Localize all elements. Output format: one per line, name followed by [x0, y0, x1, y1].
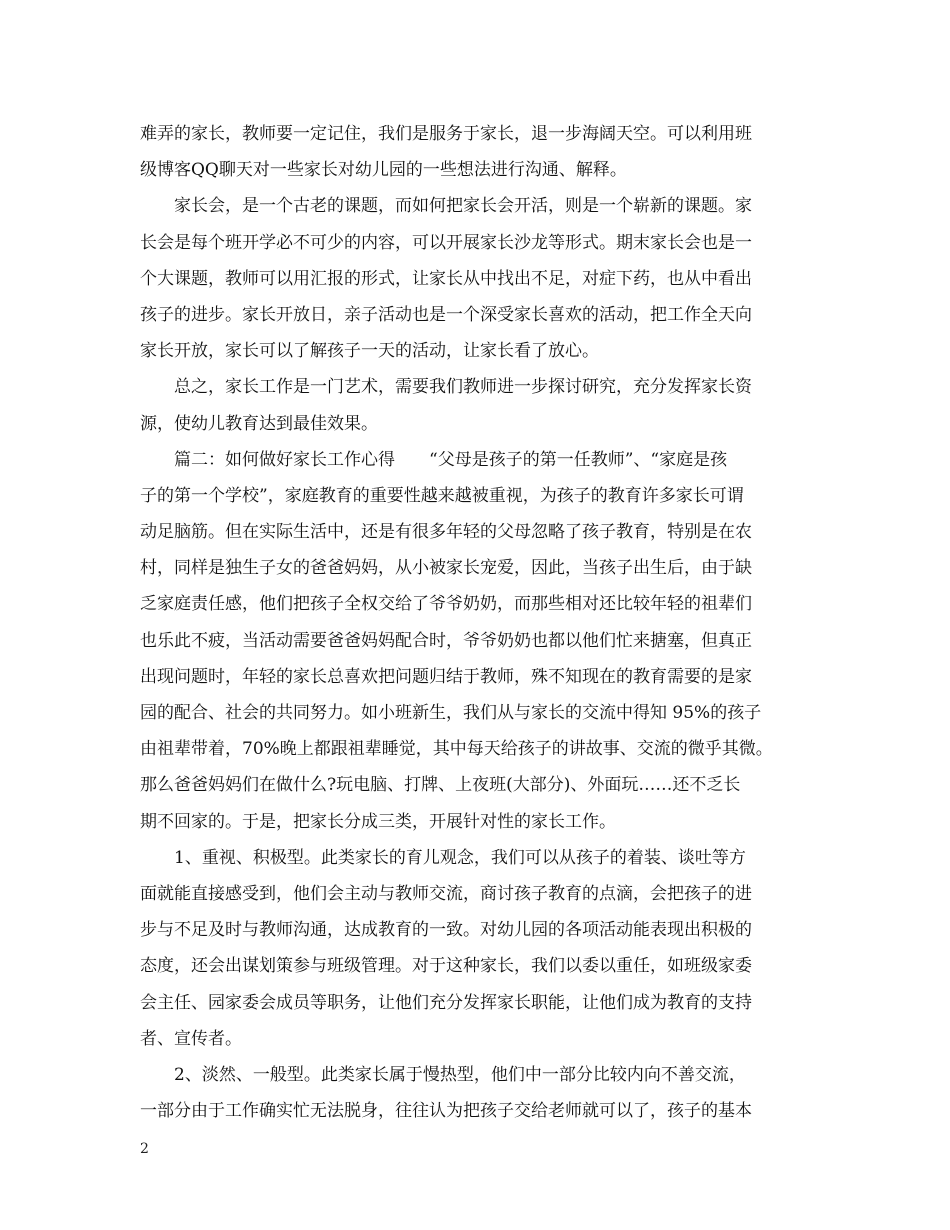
text-line: 长会是每个班开学必不可少的内容，可以开展家长沙龙等形式。期末家长会也是一 — [140, 232, 752, 253]
text-line: 源，使幼儿教育达到最佳效果。 — [140, 413, 378, 434]
text-line: 村，同样是独生子女的爸爸妈妈，从小被家长宠爱，因此，当孩子出生后，由于缺 — [140, 558, 752, 579]
text-line: 级博客QQ聊天对一些家长对幼儿园的一些想法进行沟通、解释。 — [140, 160, 627, 181]
text-line: 难弄的家长，教师要一定记住，我们是服务于家长，退一步海阔天空。可以利用班 — [140, 124, 752, 144]
text-line: 由祖辈带着，70%晚上都跟祖辈睡觉，其中每天给孩子的讲故事、交流的微乎其微。 — [140, 739, 773, 760]
text-line: 出现问题时，年轻的家长总喜欢把问题归结于教师，殊不知现在的教育需要的是家 — [140, 666, 752, 687]
text-line: 总之，家长工作是一门艺术，需要我们教师进一步探讨研究，充分发挥家长资 — [174, 377, 752, 398]
text-line: 期不回家的。于是，把家长分成三类，开展针对性的家长工作。 — [140, 811, 616, 832]
text-line: 步与不足及时与教师沟通，达成教育的一致。对幼儿园的各项活动能表现出积极的 — [140, 920, 752, 941]
text-line: 1、重视、积极型。此类家长的育儿观念，我们可以从孩子的着装、谈吐等方 — [174, 847, 746, 868]
text-line: 态度，还会出谋划策参与班级管理。对于这种家长，我们以委以重任，如班级家委 — [140, 956, 752, 977]
body-text — [140, 116, 812, 1129]
text-line: 会主任、园家委会成员等职务，让他们充分发挥家长职能，让他们成为教育的支持 — [140, 992, 752, 1013]
text-line: 也乐此不疲，当活动需要爸爸妈妈配合时，爷爷奶奶也都以他们忙来搪塞，但真正 — [140, 630, 752, 651]
text-line: 子的第一个学校”，家庭教育的重要性越来越被重视，为孩子的教育许多家长可谓 — [140, 485, 744, 506]
text-line: 个大课题，教师可以用汇报的形式，让家长从中找出不足，对症下药，也从中看出 — [140, 268, 752, 289]
text-line: 动足脑筋。但在实际生活中，还是有很多年轻的父母忽略了孩子教育，特别是在农 — [140, 522, 752, 543]
text-line: 篇二：如何做好家长工作心得 “父母是孩子的第一任教师”、“家庭是孩 — [174, 449, 728, 470]
text-line: 2、淡然、一般型。此类家长属于慢热型，他们中一部分比较内向不善交流， — [174, 1064, 746, 1085]
text-line: 乏家庭责任感，他们把孩子全权交给了爷爷奶奶，而那些相对还比较年轻的祖辈们 — [140, 594, 752, 615]
text-line: 园的配合、社会的共同努力。如小班新生，我们从与家长的交流中得知 95%的孩子 — [140, 703, 762, 723]
text-line: 一部分由于工作确实忙无法脱身，往往认为把孩子交给老师就可以了，孩子的基本 — [140, 1101, 752, 1122]
text-line: 者、宣传者。 — [140, 1028, 242, 1049]
text-line: 那么爸爸妈妈们在做什么?玩电脑、打牌、上夜班(大部分)、外面玩……还不乏长 — [140, 775, 741, 796]
text-line: 家长会，是一个古老的课题，而如何把家长会开活，则是一个崭新的课题。家 — [174, 196, 752, 217]
text-line: 面就能直接感受到，他们会主动与教师交流，商讨孩子教育的点滴，会把孩子的进 — [140, 883, 752, 904]
text-line: 孩子的进步。家长开放日，亲子活动也是一个深受家长喜欢的活动，把工作全天向 — [140, 304, 752, 325]
page-number: 2 — [140, 1141, 149, 1157]
text-line: 家长开放，家长可以了解孩子一天的活动，让家长看了放心。 — [140, 341, 599, 362]
